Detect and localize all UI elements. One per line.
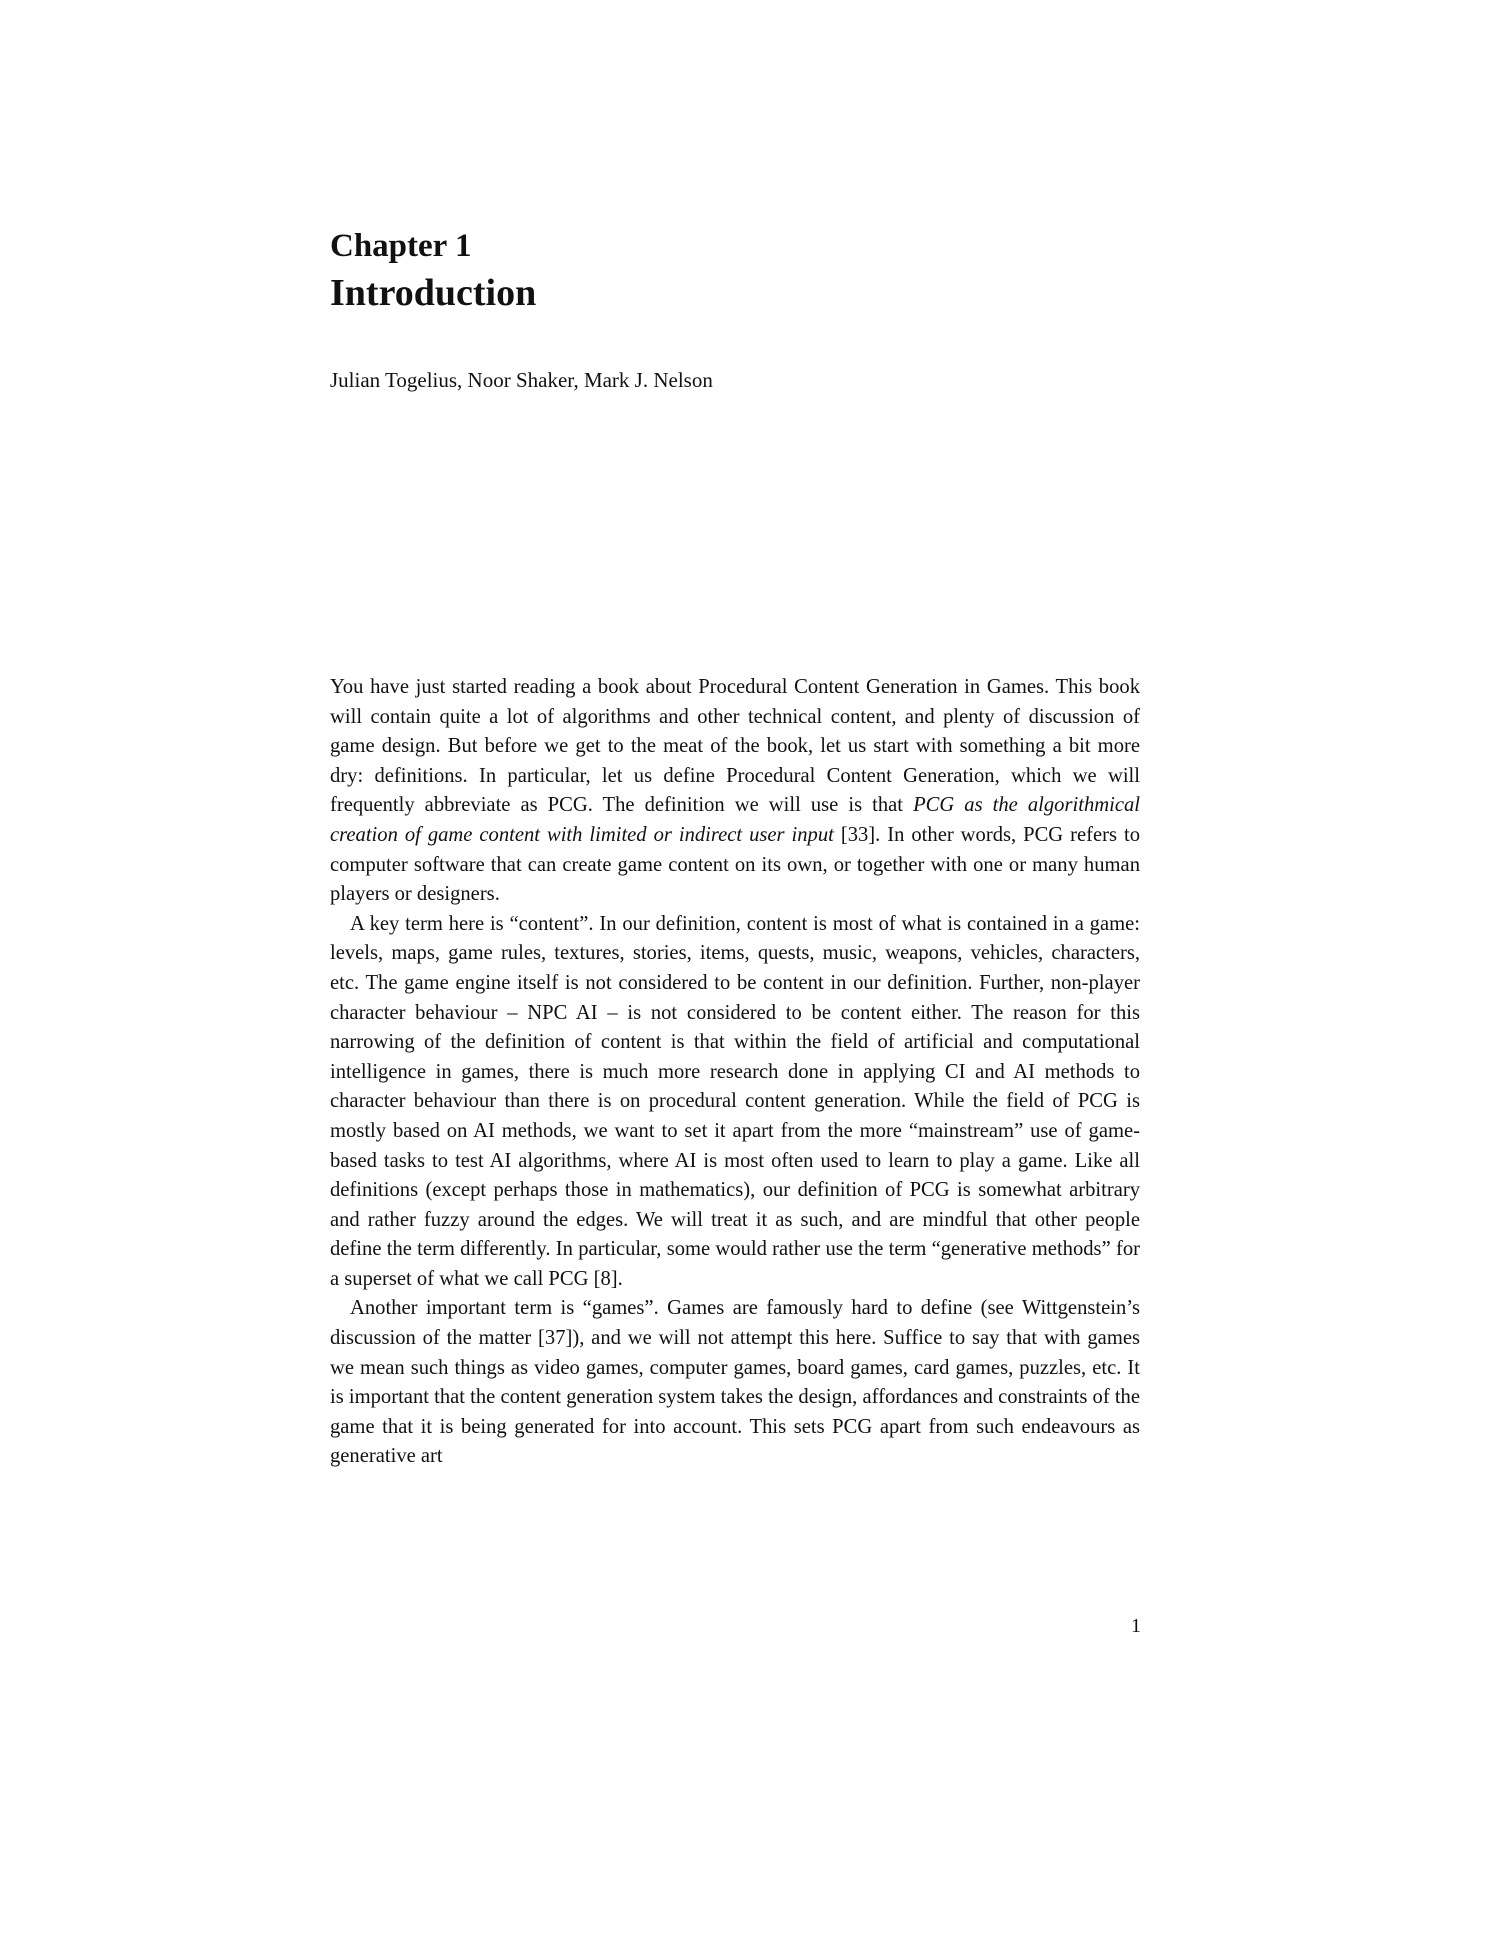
text-segment: [33]. In other words, PCG refers to computer software that can create game content on its own, or together with one or many human players or designers. xyxy=(330,823,1140,906)
text-segment: Another important term is “games”. Games are famously hard to define (see Wittgenstein’s discussion of the matter [37]), and we will not attempt this here. Suffice to say that with games we mean such things as video games, computer games, board games, card games, puzzles, etc. It is important that the content generation system takes the design, affordances and constraints of the game that it is being generated for into account. This sets PCG apart from such endeavours as generative art xyxy=(330,1297,1140,1468)
chapter-title: Introduction xyxy=(330,272,537,314)
paragraph-1 xyxy=(330,673,1140,910)
text-segment: A key term here is “content”. In our definition, content is most of what is contained in a game: levels, maps, game rules, textures, stories, items, quests, music, weapons, vehicles, characters, etc. The game engine itself is not considered to be content in our definition. Further, non-player character behaviour – NPC AI – is not considered to be content either. The reason for this narrowing of the definition of content is that within the field of artificial and computational intelligence in games, there is much more research done in applying CI and AI methods to character behaviour than there is on procedural content generation. While the field of PCG is mostly based on AI methods, we want to set it apart from the more “mainstream” use of game-based tasks to test AI algorithms, where AI is most often used to learn to play a game. Like all definitions (except perhaps those in mathematics), our definition of PCG is somewhat arbitrary and rather fuzzy around the edges. We will treat it as such, and are mindful that other people define the term differently. In particular, some would rather use the term “generative methods” for a superset of what we call PCG [8]. xyxy=(330,912,1140,1290)
text-segment: You have just started reading a book about Procedural Content Generation in Games. This book will contain quite a lot of algorithms and other technical content, and plenty of discussion of game design. But before we get to the meat of the book, let us start with something a bit more dry: definitions. In particular, let us define Procedural Content Generation, which we will frequently abbreviate as PCG. The definition we will use is that xyxy=(330,676,1140,817)
paragraph-2 xyxy=(330,910,1140,1295)
paragraph-3 xyxy=(330,1294,1140,1472)
body-text xyxy=(330,673,1140,1472)
page-number: 1 xyxy=(1131,1615,1141,1637)
definition-italic: PCG as the algorithmical creation of game content with limited or indirect user input xyxy=(330,794,1140,846)
chapter-authors: Julian Togelius, Noor Shaker, Mark J. Nelson xyxy=(330,368,713,392)
chapter-label: Chapter 1 xyxy=(330,228,472,264)
